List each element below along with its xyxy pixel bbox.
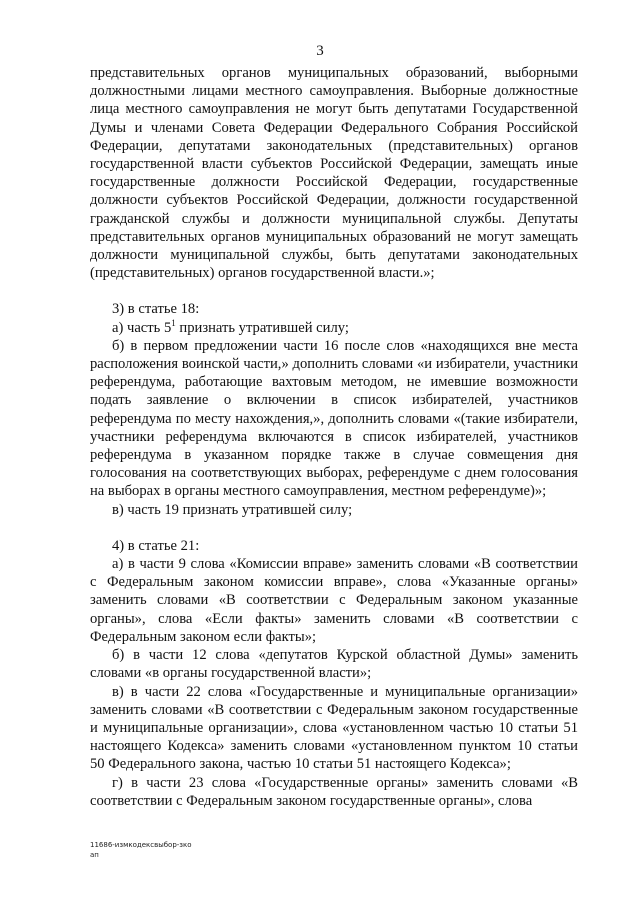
item-3a	[90, 319, 578, 337]
item-4-heading: 4) в статье 21:	[112, 537, 200, 554]
item-3a-text-start: а) часть 5	[112, 319, 172, 336]
footer-initials: ап	[90, 851, 99, 859]
item-4b: б) в части 12 слова «депутатов Курской областной Думы» заменить словами «в органы государственной власти»;	[90, 647, 578, 682]
item-4a: а) в части 9 слова «Комиссии вправе» заменить словами «В соответствии с Федеральным законом комиссии вправе», слова «Указанные органы» заменить словами «В соответствии с Федеральным законом указанные органы», слова «Если факты» заменить словами «В соответствии с Федеральным законом если факты»;	[90, 556, 578, 645]
item-3v: в) часть 19 признать утратившей силу;	[112, 501, 353, 518]
document-footer	[90, 840, 192, 860]
item-3a-superscript: 1	[171, 317, 176, 328]
document-body	[90, 64, 578, 810]
item-3a-text-end: признать утратившей силу;	[175, 319, 349, 336]
item-3b: б) в первом предложении части 16 после слов «находящихся вне места расположения воинской части,» дополнить словами «и избиратели, участники референдума, работающие вахтовым методом, не имевшие возможности подать заявление о включении в список избирателей, участников референдума по месту нахождения,», дополнить словами «(такие избиратели, участники референдума включаются в список избирателей, участников референдума в указанном порядке также в случае совмещения дня голосования на соответствующих выборах, референдуме с днем голосования на выборах в органы местного самоуправления, местном референдуме)»;	[90, 337, 578, 500]
page-number: 3	[316, 43, 324, 59]
item-4v: в) в части 22 слова «Государственные и муниципальные организации» заменить словами «В соответствии с Федеральным законом государственные и муниципальные организации», слова «установленном частью 10 статьи 51 настоящего Кодекса» заменить словами «установленном пунктом 10 статьи 50 Федерального закона, частью 10 статьи 51 настоящего Кодекса»;	[90, 683, 578, 773]
paragraph-continuation: представительных органов муниципальных образований, выборными должностными лицами местного самоуправления. Выборные должностные лица местного самоуправления не могут быть депутатами Государственной Думы и членами Совета Федерации Федерального Собрания Российской Федерации, депутатами законодательных (представительных) органов государственной власти субъектов Российской Федерации, замещать иные государственные должности Российской Федерации, государственные должности субъектов Российской Федерации, должности государственной гражданской службы и должности муниципальной службы. Депутаты представительных органов муниципальных образований не могут замещать должности муниципальной службы, быть депутатами законодательных (представительных) органов государственной власти.»;	[90, 65, 578, 282]
item-4g: г) в части 23 слова «Государственные органы» заменить словами «В соответствии с Федеральным законом государственные органы», слова	[90, 774, 578, 809]
item-3-heading: 3) в статье 18:	[112, 301, 200, 318]
footer-file-code: 11686-измкодексвыбор-зко	[90, 841, 192, 849]
